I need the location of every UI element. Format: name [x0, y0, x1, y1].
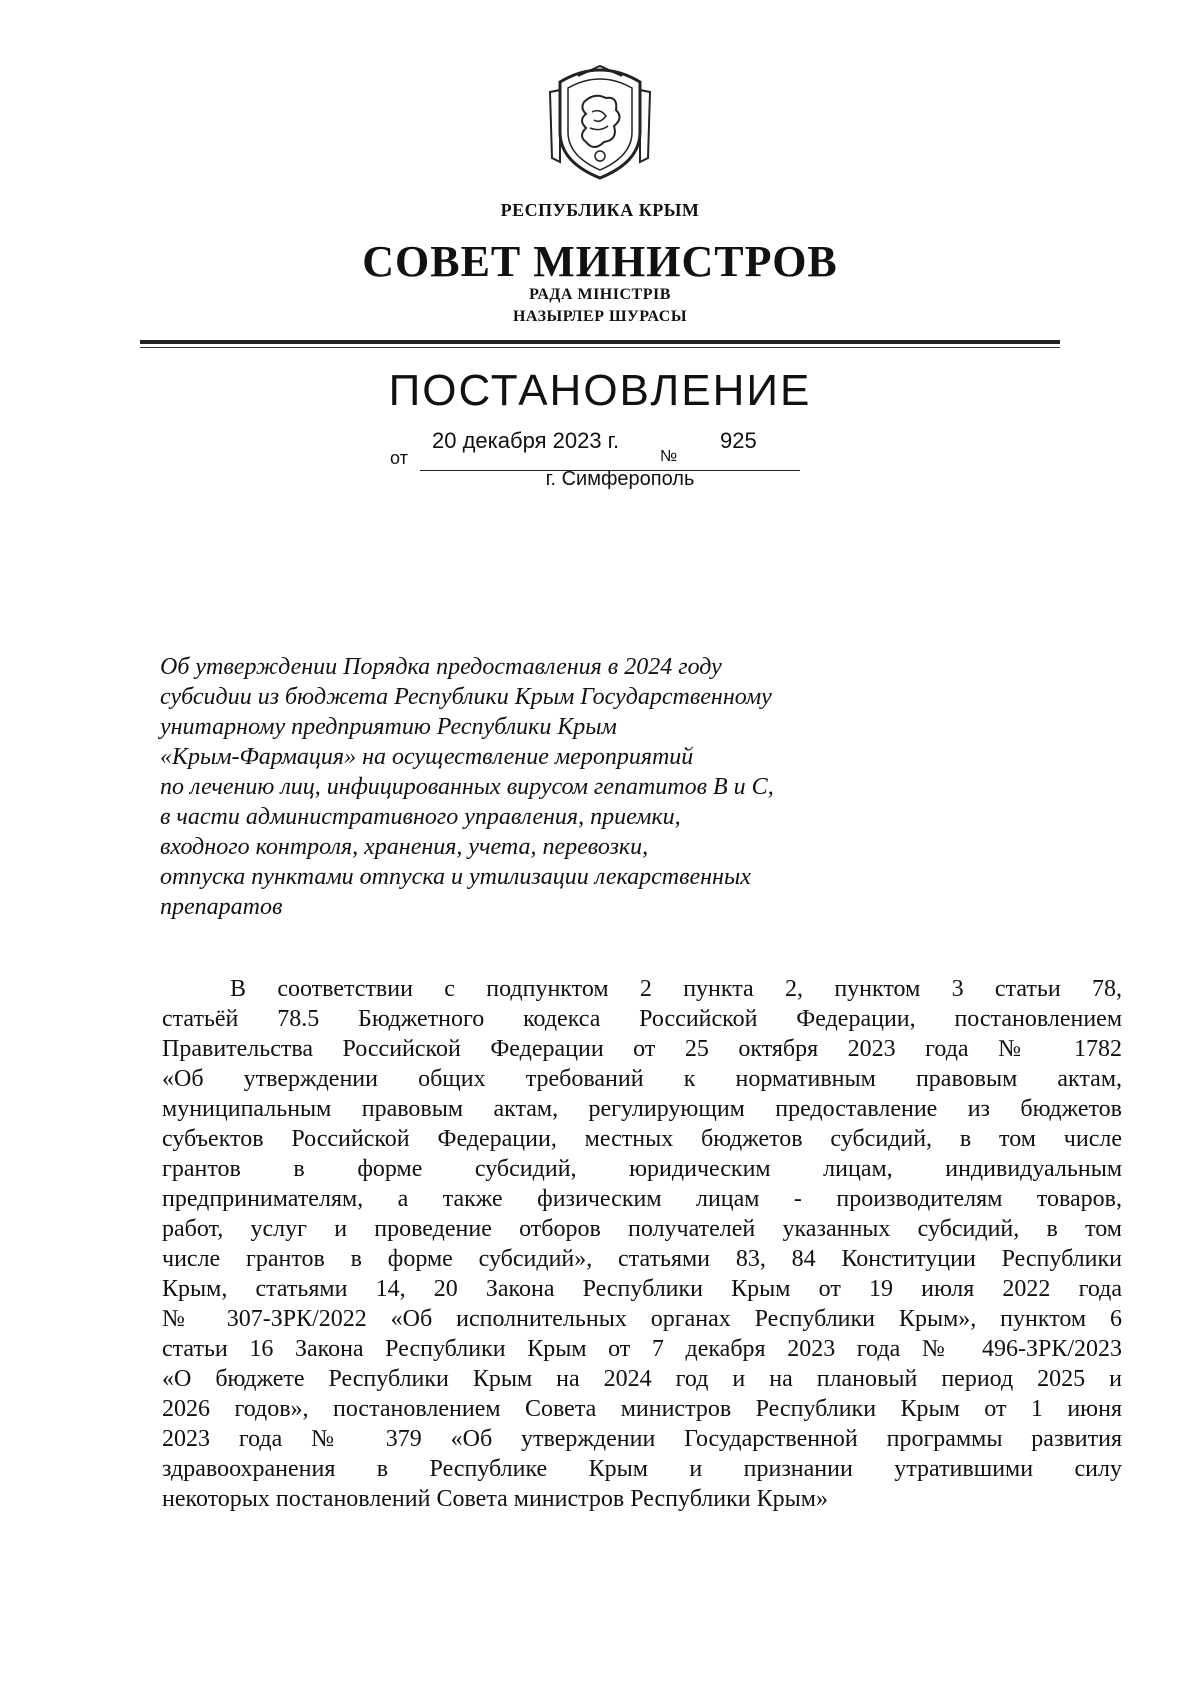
preamble-line: здравоохранения в Республике Крым и признании утратившими силу — [162, 1456, 1122, 1482]
preamble-line: «О бюджете Республики Крым на 2024 год и на плановый период 2025 и — [162, 1366, 1122, 1392]
council-name: СОВЕТ МИНИСТРОВ — [362, 237, 838, 286]
preamble-line: № 307-ЗРК/2022 «Об исполнительных органах Республики Крым», пунктом 6 — [162, 1306, 1122, 1332]
subject-line: «Крым-Фармация» на осуществление мероприятий — [160, 744, 694, 770]
header-divider-thin — [140, 347, 1060, 348]
republic-name: РЕСПУБЛИКА КРЫМ — [500, 200, 700, 220]
subject-line: отпуска пунктами отпуска и утилизации лекарственных — [160, 864, 751, 890]
decree-date: 20 декабря 2023 г. — [432, 428, 620, 453]
subject-line: входного контроля, хранения, учета, перевозки, — [160, 834, 649, 860]
preamble-line: Крым, статьями 14, 20 Закона Республики Крым от 19 июля 2022 года — [162, 1276, 1122, 1302]
council-name-ukrainian: РАДА МІНІСТРІВ — [529, 286, 671, 303]
preamble-line: статьёй 78.5 Бюджетного кодекса Российской Федерации, постановлением — [162, 1006, 1122, 1032]
preamble-line: 2026 годов», постановлением Совета министров Республики Крым от 1 июня — [162, 1396, 1122, 1422]
preamble-line: предпринимателям, а также физическим лицам - производителям товаров, — [162, 1186, 1122, 1212]
preamble-line: муниципальным правовым актам, регулирующим предоставление из бюджетов — [162, 1096, 1122, 1122]
preamble-line: некоторых постановлений Совета министров Республики Крым» — [162, 1486, 828, 1512]
subject-line: субсидии из бюджета Республики Крым Государственному — [160, 684, 772, 710]
subject-line: по лечению лиц, инфицированных вирусом гепатитов В и С, — [160, 774, 774, 800]
council-name-crimean-tatar: НАЗЫРЛЕР ШУРАСЫ — [512, 308, 688, 325]
preamble-line: грантов в форме субсидий, юридическим лицам, индивидуальным — [162, 1156, 1122, 1182]
number-prefix: № — [660, 448, 678, 465]
coat-of-arms-emblem — [548, 62, 652, 182]
preamble-line: Правительства Российской Федерации от 25 октября 2023 года № 1782 — [162, 1036, 1122, 1062]
header-divider-thick — [140, 340, 1060, 344]
date-prefix: от — [390, 448, 408, 468]
subject-line: препаратов — [160, 894, 283, 920]
decree-subject — [160, 652, 920, 922]
preamble-line: субъектов Российской Федерации, местных бюджетов субсидий, в том числе — [162, 1126, 1122, 1152]
subject-line: Об утверждении Порядка предоставления в 2024 году — [160, 654, 722, 680]
preamble-line: 2023 года № 379 «Об утверждении Государственной программы развития — [162, 1426, 1122, 1452]
preamble-line: работ, услуг и проведение отборов получателей указанных субсидий, в том — [162, 1216, 1122, 1242]
subject-line: унитарному предприятию Республики Крым — [160, 714, 617, 740]
decree-city: г. Симферополь — [545, 468, 695, 490]
decree-dateline — [390, 428, 810, 468]
preamble-line: статьи 16 Закона Республики Крым от 7 декабря 2023 года № 496-ЗРК/2023 — [162, 1336, 1122, 1362]
subject-line: в части административного управления, приемки, — [160, 804, 681, 830]
preamble-line: «Об утверждении общих требований к нормативным правовым актам, — [162, 1066, 1122, 1092]
preamble-line: числе грантов в форме субсидий», статьями 83, 84 Конституции Республики — [162, 1246, 1122, 1272]
decree-title: ПОСТАНОВЛЕНИЕ — [388, 366, 812, 415]
decree-number: 925 — [720, 428, 757, 453]
preamble-line: В соответствии с подпунктом 2 пункта 2, пунктом 3 статьи 78, — [230, 976, 1122, 1002]
decree-preamble — [162, 974, 1122, 1514]
